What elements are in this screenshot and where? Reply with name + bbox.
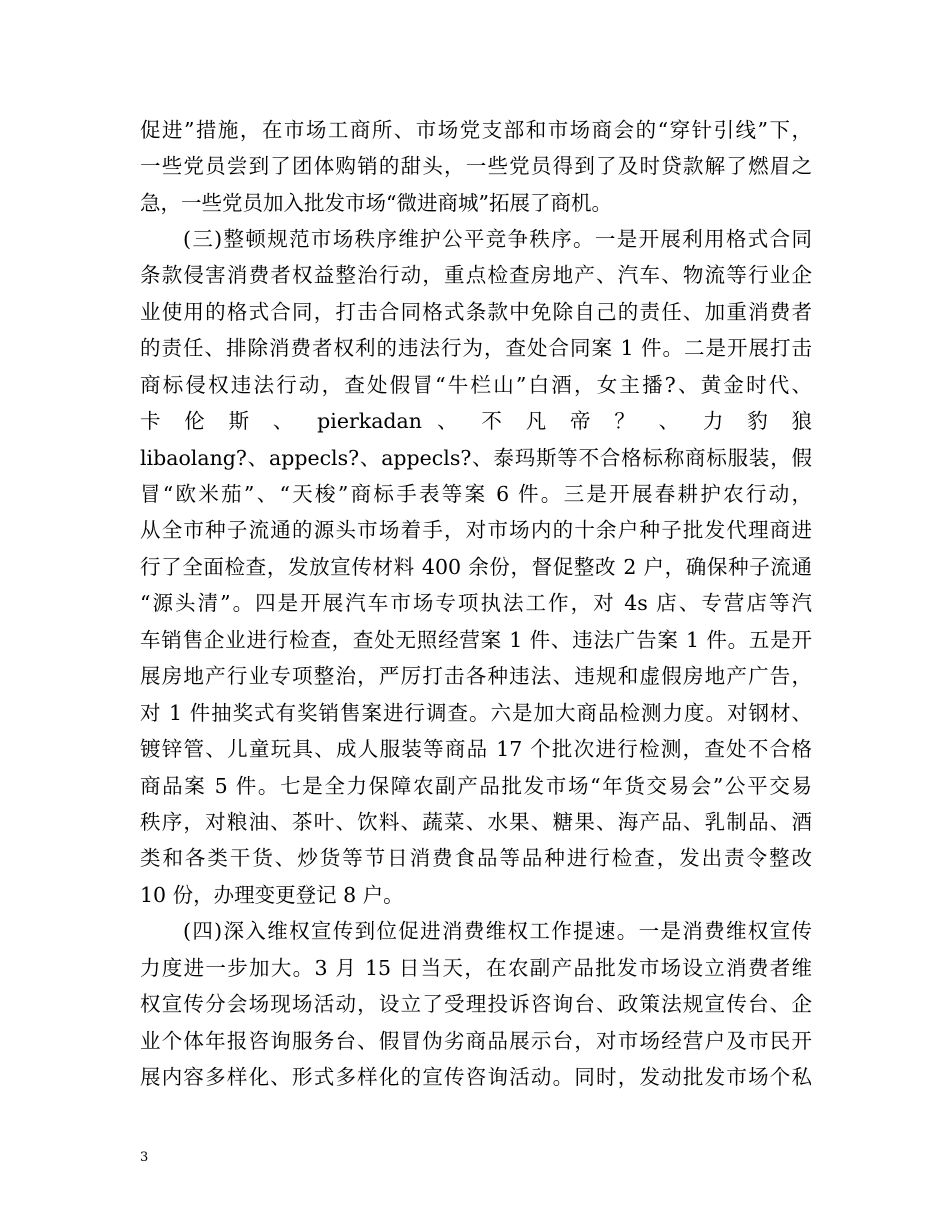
text-line: 秩序，对粮油、茶叶、饮料、蔬菜、水果、糖果、海产品、乳制品、酒 xyxy=(140,810,812,834)
text-line: 条款侵害消费者权益整治行动，重点检查房地产、汽车、物流等行业企 xyxy=(140,263,812,287)
text-line: 促进”措施，在市场工商所、市场党支部和市场商会的“穿针引线”下， xyxy=(140,118,812,142)
text-line: 业使用的格式合同，打击合同格式条款中免除自己的责任、加重消费者 xyxy=(140,300,812,324)
text-line: 一些党员尝到了团体购销的甜头，一些党员得到了及时贷款解了燃眉之 xyxy=(140,154,812,178)
text-line: “源头清”。四是开展汽车市场专项执法工作，对 4s 店、专营店等汽 xyxy=(140,591,812,615)
text-line: libaolang?、appecls?、appecls?、泰玛斯等不合格标称商标服装，假 xyxy=(140,446,812,470)
text-line: 力度进一步加大。3 月 15 日当天，在农副产品批发市场设立消费者维 xyxy=(140,956,812,980)
text-line: 的责任、排除消费者权利的违法行为，查处合同案 1 件。二是开展打击 xyxy=(140,336,812,360)
text-line: 冒“欧米茄”、“天梭”商标手表等案 6 件。三是开展春耕护农行动， xyxy=(140,482,812,506)
text-line: 从全市种子流通的源头市场着手，对市场内的十余户种子批发代理商进 xyxy=(140,518,812,542)
text-line: 急，一些党员加入批发市场“微进商城”拓展了商机。 xyxy=(140,191,612,215)
text-line: 权宣传分会场现场活动，设立了受理投诉咨询台、政策法规宣传台、企 xyxy=(140,992,812,1016)
text-line: 展房地产行业专项整治，严厉打击各种违法、违规和虚假房地产广告， xyxy=(140,664,812,688)
text-line: 商标侵权违法行动，查处假冒“牛栏山”白酒，女主播?、黄金时代、 xyxy=(140,373,812,397)
page-number: 3 xyxy=(140,1150,149,1165)
text-line: 10 份，办理变更登记 8 户。 xyxy=(140,883,404,907)
text-line: 商品案 5 件。七是全力保障农副产品批发市场“年货交易会”公平交易 xyxy=(140,774,812,798)
text-line: 业个体年报咨询服务台、假冒伪劣商品展示台，对市场经营户及市民开 xyxy=(140,1029,812,1053)
text-line: 对 1 件抽奖式有奖销售案进行调查。六是加大商品检测力度。对钢材、 xyxy=(140,701,812,725)
text-line: 类和各类干货、炒货等节日消费食品等品种进行检查，发出责令整改 xyxy=(140,846,812,870)
text-line: 行了全面检查，发放宣传材料 400 余份，督促整改 2 户，确保种子流通 xyxy=(140,555,812,579)
paragraph-heading-line: (四)深入维权宣传到位促进消费维权工作提速。一是消费维权宣传 xyxy=(183,919,812,943)
text-line: 镀锌管、儿童玩具、成人服装等商品 17 个批次进行检测，查处不合格 xyxy=(140,737,812,761)
paragraph-heading-line: (三)整顿规范市场秩序维护公平竞争秩序。一是开展利用格式合同 xyxy=(183,227,812,251)
text-line: 车销售企业进行检查，查处无照经营案 1 件、违法广告案 1 件。五是开 xyxy=(140,628,812,652)
text-line: 卡 伦 斯 、 pierkadan 、 不 凡 帝 ？ 、 力 豹 狼 xyxy=(140,409,812,433)
text-line: 展内容多样化、形式多样化的宣传咨询活动。同时，发动批发市场个私 xyxy=(140,1065,812,1089)
